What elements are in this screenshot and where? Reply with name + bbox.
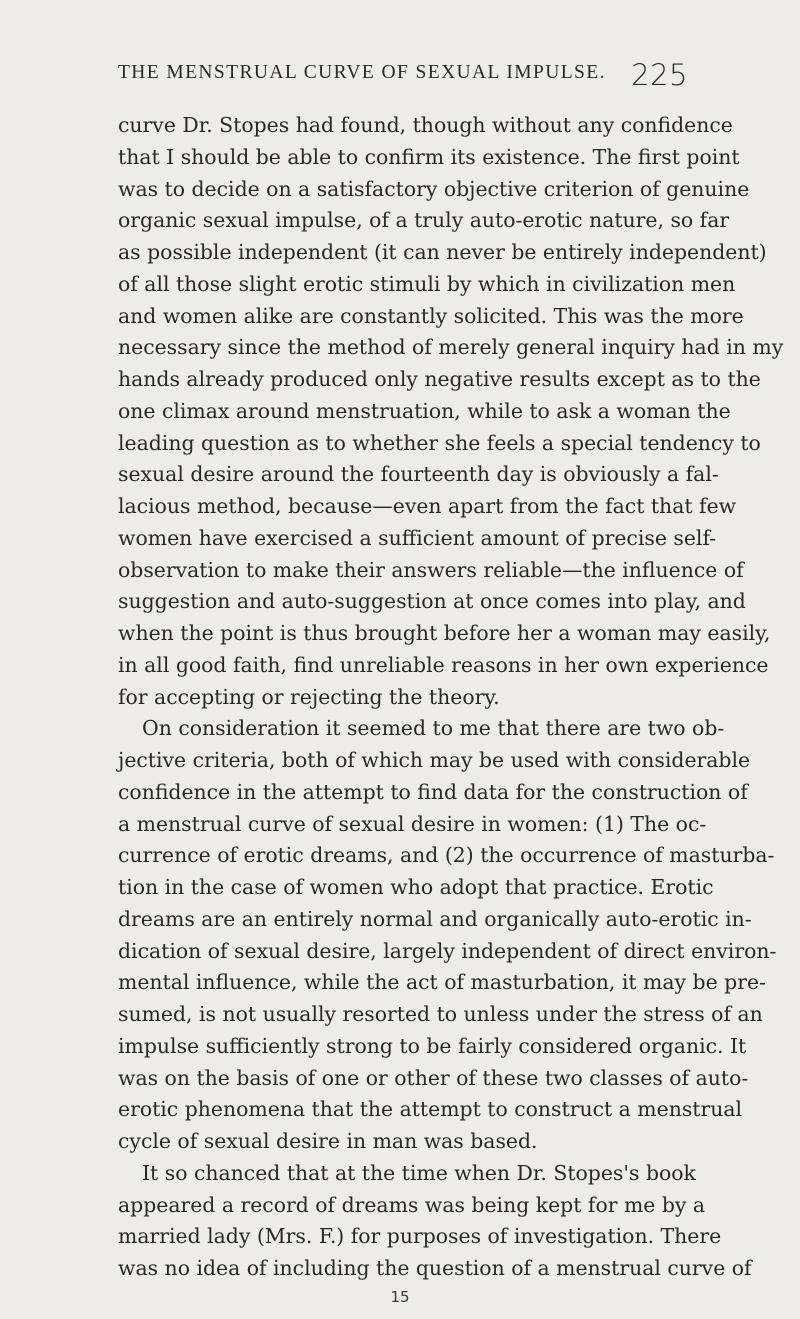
text-line: On consideration it seemed to me that there are two ob-	[142, 716, 725, 741]
text-line: that I should be able to confirm its existence. The first point	[118, 144, 740, 169]
text-line: tion in the case of women who adopt that practice. Erotic	[118, 875, 714, 899]
text-line: and women alike are constantly solicited. This was the more	[118, 303, 744, 328]
text-line: as possible independent (it can never be entirely independent)	[118, 240, 767, 264]
text-line: dreams are an entirely normal and organically auto-erotic in-	[118, 906, 752, 931]
body-text	[118, 110, 784, 1285]
text-line: curve Dr. Stopes had found, though without any confidence	[118, 113, 733, 137]
text-line: observation to make their answers reliable—the influence of	[118, 557, 744, 582]
text-line: appeared a record of dreams was being kept for me by a	[118, 1192, 706, 1217]
text-line: dication of sexual desire, largely independent of direct environ-	[118, 938, 777, 963]
running-title: THE MENSTRUAL CURVE OF SEXUAL IMPULSE.	[118, 62, 606, 83]
text-line: women have exercised a sufficient amount of precise self-	[118, 525, 717, 550]
text-line: currence of erotic dreams, and (2) the occurrence of masturba-	[118, 843, 775, 868]
text-line: impulse sufficiently strong to be fairly considered organic. It	[118, 1033, 747, 1058]
text-line: in all good faith, find unreliable reasons in her own experience	[118, 652, 769, 677]
text-line: confidence in the attempt to find data for the construction of	[118, 779, 748, 804]
text-line: lacious method, because—even apart from the fact that few	[118, 494, 737, 518]
text-line: was on the basis of one or other of these two classes of auto-	[118, 1065, 749, 1090]
text-line: sumed, is not usually resorted to unless under the stress of an	[118, 1002, 763, 1026]
text-line: married lady (Mrs. F.) for purposes of investigation. There	[118, 1224, 722, 1249]
text-line: cycle of sexual desire in man was based.	[118, 1129, 538, 1153]
text-line: hands already produced only negative results except as to the	[118, 367, 761, 391]
text-line: It so chanced that at the time when Dr. Stopes's book	[142, 1160, 696, 1185]
text-line: organic sexual impulse, of a truly auto-erotic nature, so far	[118, 208, 730, 233]
page-number: 225	[631, 58, 688, 92]
signature-mark: 15	[390, 1288, 410, 1306]
text-line: for accepting or rejecting the theory.	[118, 684, 500, 709]
text-line: when the point is thus brought before her a woman may easily,	[118, 621, 771, 645]
running-head	[118, 58, 688, 92]
text-line: one climax around menstruation, while to ask a woman the	[118, 398, 731, 423]
text-line: was to decide on a satisfactory objective criterion of genuine	[118, 176, 750, 201]
text-line: was no idea of including the question of a menstrual curve of	[118, 1256, 752, 1280]
text-line: sexual desire around the fourteenth day is obviously a fal-	[118, 462, 719, 487]
text-line: mental influence, while the act of masturbation, it may be pre-	[118, 970, 766, 995]
text-line: of all those slight erotic stimuli by which in civilization men	[118, 271, 736, 296]
text-line: necessary since the method of merely general inquiry had in my	[118, 335, 784, 360]
text-line: suggestion and auto-suggestion at once comes into play, and	[118, 589, 746, 614]
text-line: erotic phenomena that the attempt to construct a menstrual	[118, 1097, 743, 1122]
text-line: jective criteria, both of which may be used with considerable	[118, 748, 751, 772]
text-line: leading question as to whether she feels a special tendency to	[118, 430, 761, 455]
text-line: a menstrual curve of sexual desire in women: (1) The oc-	[118, 811, 707, 836]
